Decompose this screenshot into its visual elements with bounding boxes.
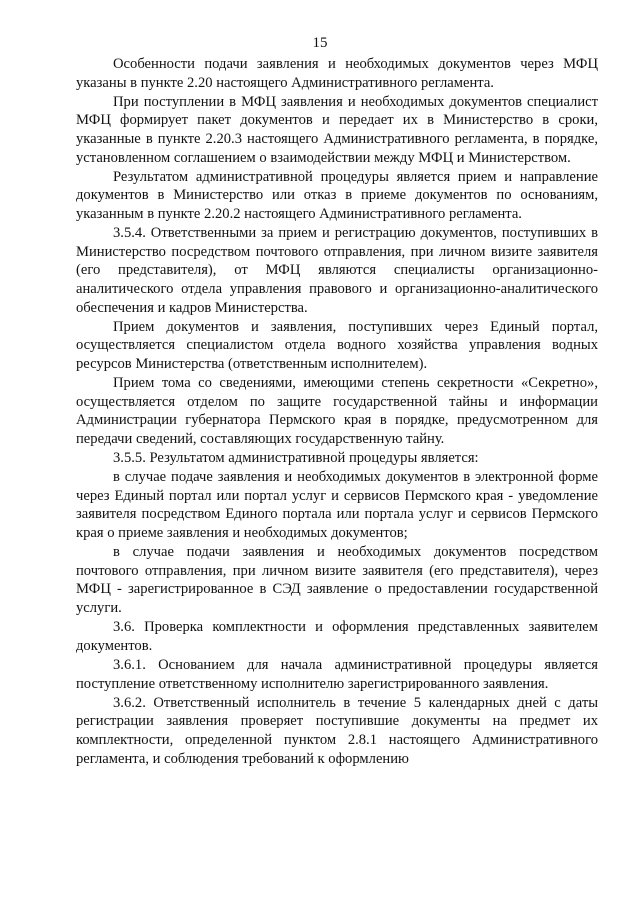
paragraph-mfc-package: При поступлении в МФЦ заявления и необходимых документов специалист МФЦ формирует пакет документов и передает их в Министерство в сроки, указанные в пункте 2.20.3 настоящего Административного регламента, в порядке, установленном соглашением о взаимодействии между МФЦ и Министерством.: [76, 93, 598, 166]
paragraph-procedure-result: Результатом административной процедуры является прием и направление документов в Министерство или отказ в приеме документов по основаниям, указанным в пункте 2.20.2 настоящего Административного регламента.: [76, 168, 598, 222]
paragraph-electronic-submission: в случае подаче заявления и необходимых документов в электронной форме через Единый портал или портал услуг и сервисов Пермского края - уведомление заявителя посредством Единого портала или портала услуг и сервисов Пермского края о приеме заявления и необходимых документов;: [76, 469, 598, 541]
paragraph-postal-submission: в случае подачи заявления и необходимых документов посредством почтового отправления, при личном визите заявителя (его представителя), через МФЦ - зарегистрированное в СЭД заявление о предоставлении государственной услуги.: [76, 544, 598, 616]
paragraph-3-6: 3.6. Проверка комплектности и оформления представленных заявителем документов.: [76, 619, 598, 654]
page-number: 15: [312, 35, 328, 51]
paragraph-mfc-submission: Особенности подачи заявления и необходимых документов через МФЦ указаны в пункте 2.20 настоящего Административного регламента.: [76, 56, 598, 91]
paragraph-3-5-5: 3.5.5. Результатом административной процедуры является:: [113, 450, 479, 467]
paragraph-3-6-2: 3.6.2. Ответственный исполнитель в течение 5 календарных дней с даты регистрации заявления проверяет поступившие документы на предмет их комплектности, определенной пунктом 2.8.1 настоящего Административного регламента, и соблюдения требований к оформлению: [76, 694, 598, 767]
paragraph-secret-volume: Прием тома со сведениями, имеющими степень секретности «Секретно», осуществляется отделом по защите государственной тайны и информации Администрации губернатора Пермского края в порядке, предусмотренном для передачи сведений, составляющих государственную тайну.: [76, 375, 598, 447]
paragraph-portal-reception: Прием документов и заявления, поступивших через Единый портал, осуществляется специалистом отдела водного хозяйства управления водных ресурсов Министерства (ответственным исполнителем).: [76, 318, 598, 372]
paragraph-3-5-4: 3.5.4. Ответственными за прием и регистрацию документов, поступивших в Министерство посредством почтового отправления, при личном визите заявителя (его представителя), от МФЦ являются специалисты организационно-аналитического отдела управления правового и организационно-аналитического обеспечения и кадров Министерства.: [76, 225, 598, 316]
document-body: [76, 55, 598, 769]
paragraph-3-6-1: 3.6.1. Основанием для начала административной процедуры является поступление ответственному исполнителю зарегистрированного заявления.: [76, 656, 598, 692]
